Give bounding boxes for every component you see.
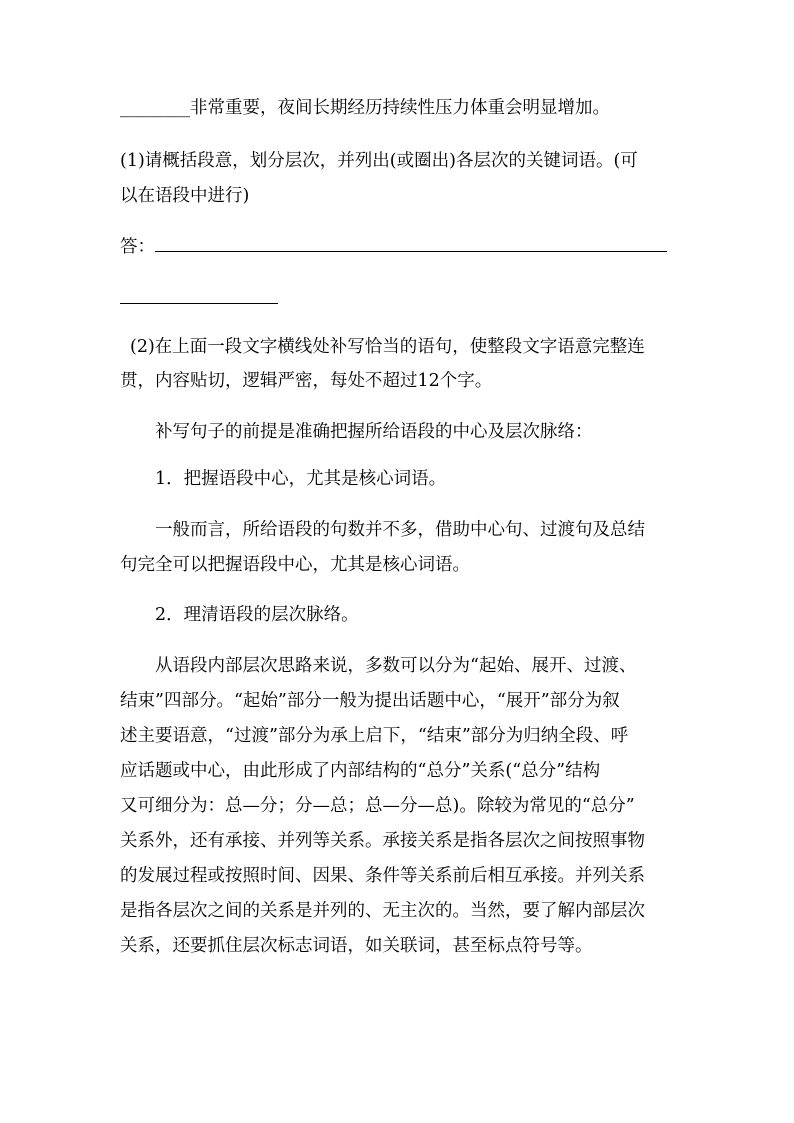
- question-2-line-1: (2)在上面一段文字横线处补写恰当的语句，使整段文字语意完整连: [130, 337, 645, 357]
- paragraph-structure-line: 关系，还要抓住层次标志词语，如关联词，甚至标点符号等。: [120, 936, 593, 956]
- paragraph-center-line-2: 句完全可以把握语段中心，尤其是核心词语。: [120, 555, 470, 575]
- paragraph-structure-line: 应话题或中心，由此形成了内部结构的“总分”关系(“总分”结构: [120, 761, 601, 781]
- point-1-heading: 1．把握语段中心，尤其是核心词语。: [155, 469, 447, 489]
- intro-line: [120, 96, 610, 120]
- answer-line: [120, 235, 667, 259]
- answer-blank-2[interactable]: [120, 289, 278, 304]
- point-2-heading: 2．理清语段的层次脉络。: [155, 605, 359, 625]
- paragraph-structure-line: 结束”四部分。“起始”部分一般为提出话题中心，“展开”部分为叙: [120, 691, 620, 711]
- question-1-line-1: (1)请概括段意，划分层次，并列出(或圈出)各层次的关键词语。(可: [120, 151, 638, 171]
- paragraph-structure-line: 的发展过程或按照时间、因果、条件等关系前后相互承接。并列关系: [120, 866, 645, 886]
- answer-label: 答：: [120, 237, 155, 257]
- fill-blank-lead[interactable]: ________: [120, 98, 190, 118]
- paragraph-structure-line: 关系外，还有承接、并列等关系。承接关系是指各层次之间按照事物: [120, 831, 645, 851]
- answer-blank-1[interactable]: [155, 237, 667, 252]
- question-2-line-2: 贯，内容贴切，逻辑严密，每处不超过12个字。: [120, 371, 493, 391]
- paragraph-premise: 补写句子的前提是准确把握所给语段的中心及层次脉络：: [155, 422, 593, 442]
- paragraph-center-line-1: 一般而言，所给语段的句数并不多，借助中心句、过渡句及总结: [155, 520, 645, 540]
- answer-line-2: [120, 287, 278, 311]
- paragraph-structure-line: 又可细分为：总—分；分—总；总—分—总)。除较为常见的“总分”: [120, 796, 635, 816]
- paragraph-structure-line: 从语段内部层次思路来说，多数可以分为“起始、展开、过渡、: [155, 656, 637, 676]
- question-1-line-2: 以在语段中进行): [120, 186, 250, 206]
- paragraph-structure-line: 是指各层次之间的关系是并列的、无主次的。当然，要了解内部层次: [120, 901, 645, 921]
- paragraph-structure-line: 述主要语意，“过渡”部分为承上启下，“结束”部分为归纳全段、呼: [120, 726, 629, 746]
- intro-text: 非常重要，夜间长期经历持续性压力体重会明显增加。: [190, 98, 610, 118]
